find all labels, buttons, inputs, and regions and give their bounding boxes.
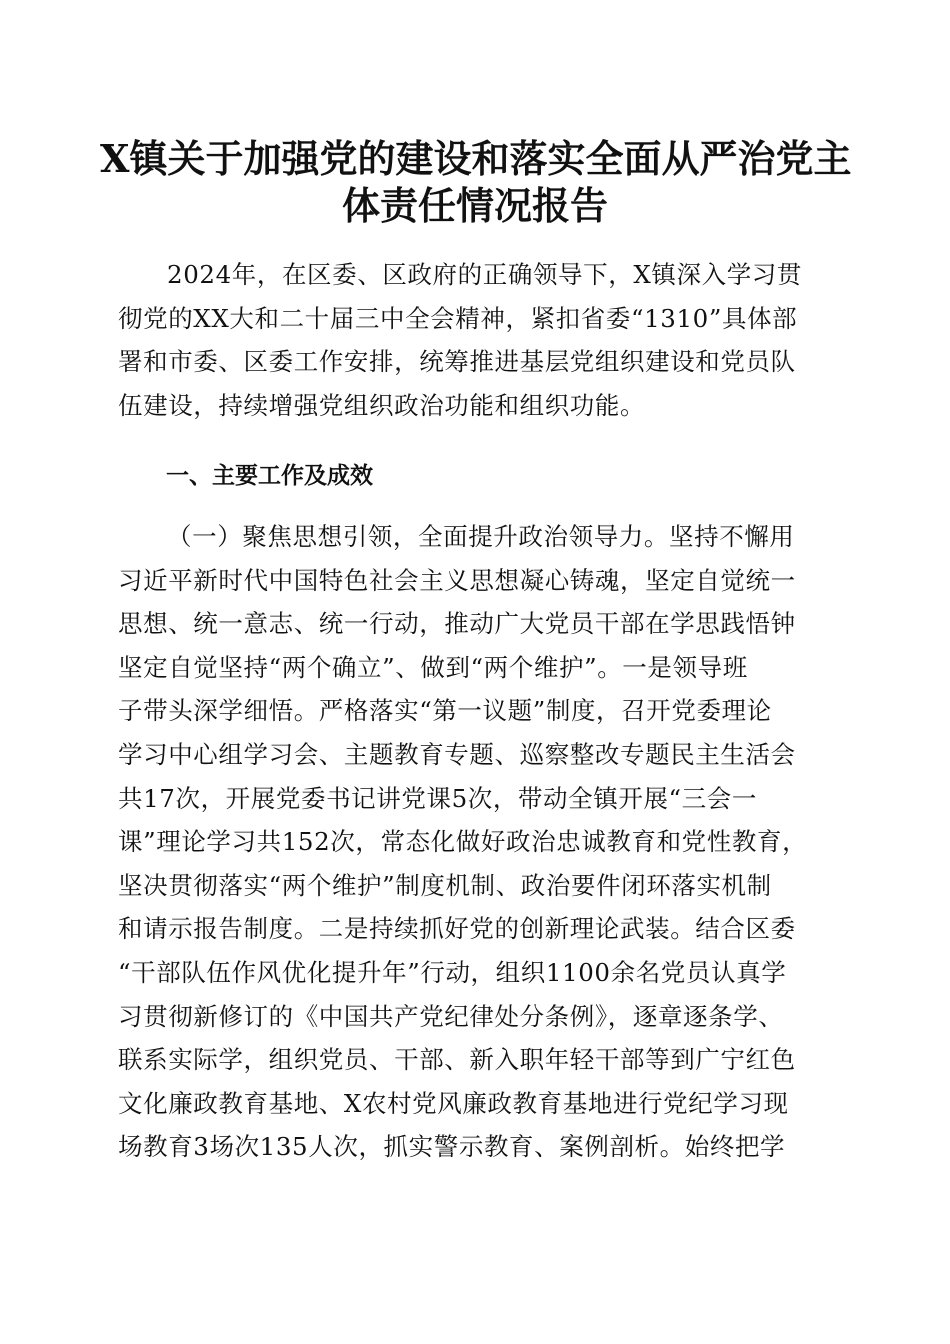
section-1-line: 和请示报告制度。二是持续抓好党的创新理论武装。结合区委 (118, 914, 796, 944)
intro-line: 署和市委、区委工作安排，统筹推进基层党组织建设和党员队 (118, 347, 796, 377)
section-1-line: （一）聚焦思想引领，全面提升政治领导力。坚持不懈用 (167, 522, 795, 551)
section-1-line: 课”理论学习共152次，常态化做好政治忠诚教育和党性教育， (118, 827, 808, 857)
document-title-line-2: 体责任情况报告 (341, 183, 608, 228)
intro-paragraph (118, 253, 838, 427)
section-heading: 一、主要工作及成效 (166, 463, 373, 489)
section-1-line: 坚决贯彻落实“两个维护”制度机制、政治要件闭环落实机制 (118, 870, 772, 900)
section-1-line: 子带头深学细悟。严格落实“第一议题”制度，召开党委理论 (118, 696, 772, 726)
section-1-line: 场教育3场次135人次，抓实警示教育、案例剖析。始终把学 (118, 1132, 786, 1162)
document-title-line-1: X镇关于加强党的建设和落实全面从严治党主 (100, 136, 852, 181)
section-1-line: 共17次，开展党委书记讲党课5次，带动全镇开展“三会一 (118, 783, 757, 813)
intro-line: 伍建设，持续增强党组织政治功能和组织功能。 (118, 390, 646, 420)
section-1-line: “干部队伍作风优化提升年”行动，组织1100余名党员认真学 (118, 957, 787, 987)
section-1-line: 习近平新时代中国特色社会主义思想凝心铸魂，坚定自觉统一 (118, 565, 796, 595)
section-1-line: 学习中心组学习会、主题教育专题、巡察整改专题民主生活会 (118, 739, 796, 769)
section-1-line: 文化廉政教育基地、X农村党风廉政教育基地进行党纪学习现 (118, 1088, 789, 1118)
intro-line: 2024年，在区委、区政府的正确领导下，X镇深入学习贯 (167, 260, 802, 289)
intro-line: 彻党的XX大和二十届三中全会精神，紧扣省委“1310”具体部 (118, 303, 798, 333)
section-1-line: 习贯彻新修订的《中国共产党纪律处分条例》，逐章逐条学、 (118, 1001, 784, 1031)
section-1-paragraph (118, 515, 838, 1169)
section-1-line: 思想、统一意志、统一行动，推动广大党员干部在学思践悟钟 (118, 609, 796, 639)
section-1-line: 联系实际学，组织党员、干部、新入职年轻干部等到广宁红色 (118, 1045, 796, 1075)
section-1-line: 坚定自觉坚持“两个确立”、做到“两个维护”。一是领导班 (118, 652, 748, 682)
